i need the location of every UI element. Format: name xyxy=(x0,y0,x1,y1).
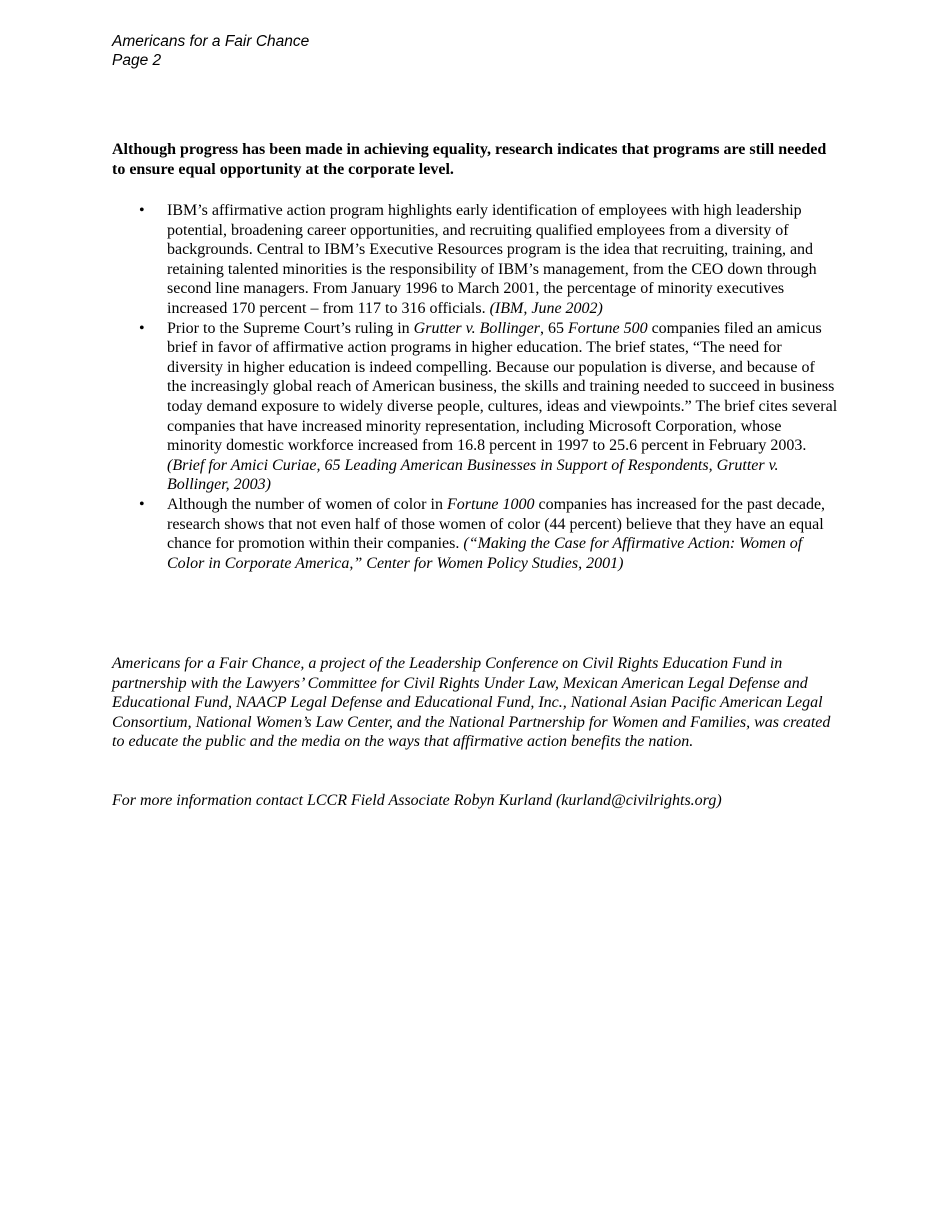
bullet-list xyxy=(112,201,838,573)
item-text: , 65 xyxy=(540,319,569,337)
running-header xyxy=(112,33,309,70)
section-heading: Although progress has been made in achieving equality, research indicates that programs are still needed to ensure equal opportunity at the corporate level. xyxy=(112,141,827,178)
list-item xyxy=(112,319,838,495)
publication-name: Fortune 500 xyxy=(568,319,648,337)
item-text: Prior to the Supreme Court’s ruling in xyxy=(167,319,414,337)
header-org-name: Americans for a Fair Chance xyxy=(112,33,310,50)
item-text: companies filed an amicus brief in favor of affirmative action programs in higher education. The brief states, “The need for diversity in higher education is indeed compelling. Because our population is diverse, and because of the increasingly global reach of American business, the skills and training needed to succeed in business today demand exposure to widely diverse people, cultures, ideas and viewpoints.” The brief cites several companies that have increased minority representation, including Microsoft Corporation, whose minority domestic workforce increased from 16.8 percent in 1997 to 25.6 percent in February 2003. xyxy=(167,319,838,455)
list-item xyxy=(112,201,838,319)
item-citation: (Brief for Amici Curiae, 65 Leading American Businesses in Support of Respondents, Grutter v. Bollinger, 2003) xyxy=(167,456,779,494)
item-text: Although the number of women of color in xyxy=(167,495,447,513)
list-item xyxy=(112,495,838,573)
bullet-icon: • xyxy=(139,202,145,219)
bullet-icon: • xyxy=(139,495,145,513)
header-page-number: Page 2 xyxy=(112,51,162,69)
item-citation: (IBM, June 2002) xyxy=(489,299,603,317)
bullet-icon: • xyxy=(139,319,145,337)
item-text: companies has increased for the past decade, research shows that not even half of those women of color (44 percent) believe that they have an equal chance for promotion within their companies. xyxy=(167,495,826,553)
case-name: Grutter v. Bollinger xyxy=(413,319,541,337)
contact-line: For more information contact LCCR Field Associate Robyn Kurland (kurland@civilrights.org) xyxy=(112,792,722,809)
publication-name: Fortune 1000 xyxy=(446,495,535,513)
about-paragraph: Americans for a Fair Chance, a project of the Leadership Conference on Civil Rights Education Fund in partnership with the Lawyers’ Committee for Civil Rights Under Law, Mexican American Legal Defense and Educational Fund, NAACP Legal Defense and Educational Fund, Inc., National Asian Pacific American Legal Consortium, National Women’s Law Center, and the National Partnership for Women and Families, was created to educate the public and the media on the ways that affirmative action benefits the nation. xyxy=(112,655,831,751)
item-citation: (“Making the Case for Affirmative Action: Women of Color in Corporate America,” Center for Women Policy Studies, 2001) xyxy=(167,535,803,572)
item-text: IBM’s affirmative action program highlights early identification of employees with high leadership potential, broadening career opportunities, and recruiting qualified employees from a diversity of backgrounds. Central to IBM’s Executive Resources program is the idea that recruiting, training, and retaining talented minorities is the responsibility of IBM’s management, from the CEO down through second line managers. From January 1996 to March 2001, the percentage of minority executives increased 170 percent – from 117 to 316 officials. xyxy=(167,202,817,317)
